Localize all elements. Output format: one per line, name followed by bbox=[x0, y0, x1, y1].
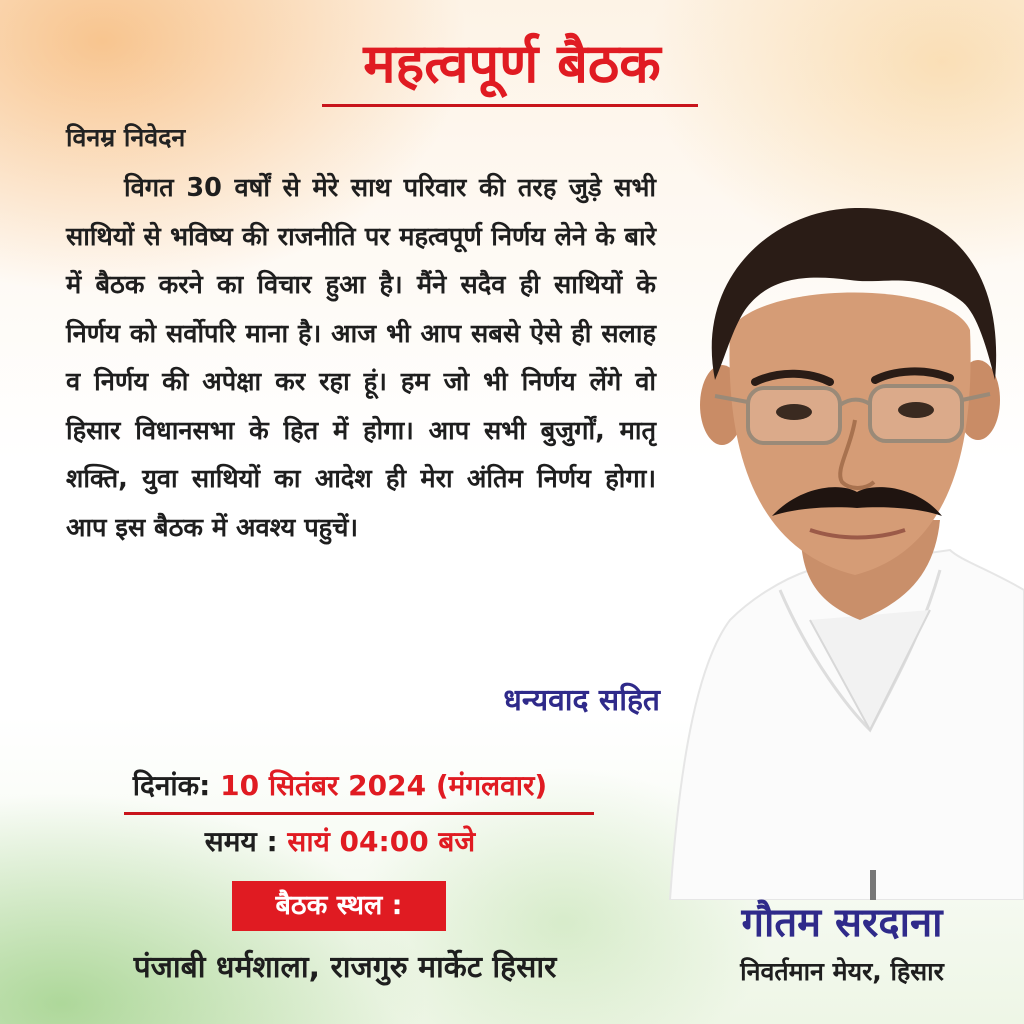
date-value: 10 सितंबर 2024 (मंगलवार) bbox=[220, 769, 548, 802]
date-underline bbox=[124, 812, 594, 815]
date-line bbox=[0, 764, 680, 808]
person-portrait bbox=[660, 190, 1024, 900]
person-name: गौतम सरदाना bbox=[741, 899, 943, 946]
title-underline bbox=[322, 104, 698, 107]
page-title: महत्वपूर्ण बैठक bbox=[363, 31, 661, 95]
closing-text: धन्यवाद सहित bbox=[503, 683, 660, 718]
venue-label-badge: बैठक स्थल : bbox=[232, 881, 446, 931]
salutation: विनम्र निवेदन bbox=[66, 123, 186, 152]
time-label: समय : bbox=[204, 825, 278, 858]
time-value: सायं 04:00 बजे bbox=[287, 825, 476, 858]
date-label: दिनांक: bbox=[132, 769, 211, 802]
letter-body: विगत 30 वर्षों से मेरे साथ परिवार की तरह जुड़े सभी साथियों से भविष्य की राजनीति पर महत्वपूर्ण निर्णय लेने के बारे में बैठक करने का विचार हुआ है। मैंने सदैव ही साथियों के निर्णय को सर्वोपरि माना है। आज भी आप सबसे ऐसे ही सलाह व निर्णय की अपेक्षा कर रहा हूं। हम जो भी निर्णय लेंगे वो हिसार विधानसभा के हित में होगा। आप सभी बुजुर्गों, मातृ शक्ति, युवा साथियों का आदेश ही मेरा अंतिम निर्णय होगा। आप इस बैठक में अवश्य पहुचें। bbox=[66, 173, 656, 543]
time-line bbox=[0, 820, 680, 864]
venue-address: पंजाबी धर्मशाला, राजगुरु मार्केट हिसार bbox=[133, 950, 557, 985]
person-designation: निवर्तमान मेयर, हिसार bbox=[740, 957, 944, 986]
